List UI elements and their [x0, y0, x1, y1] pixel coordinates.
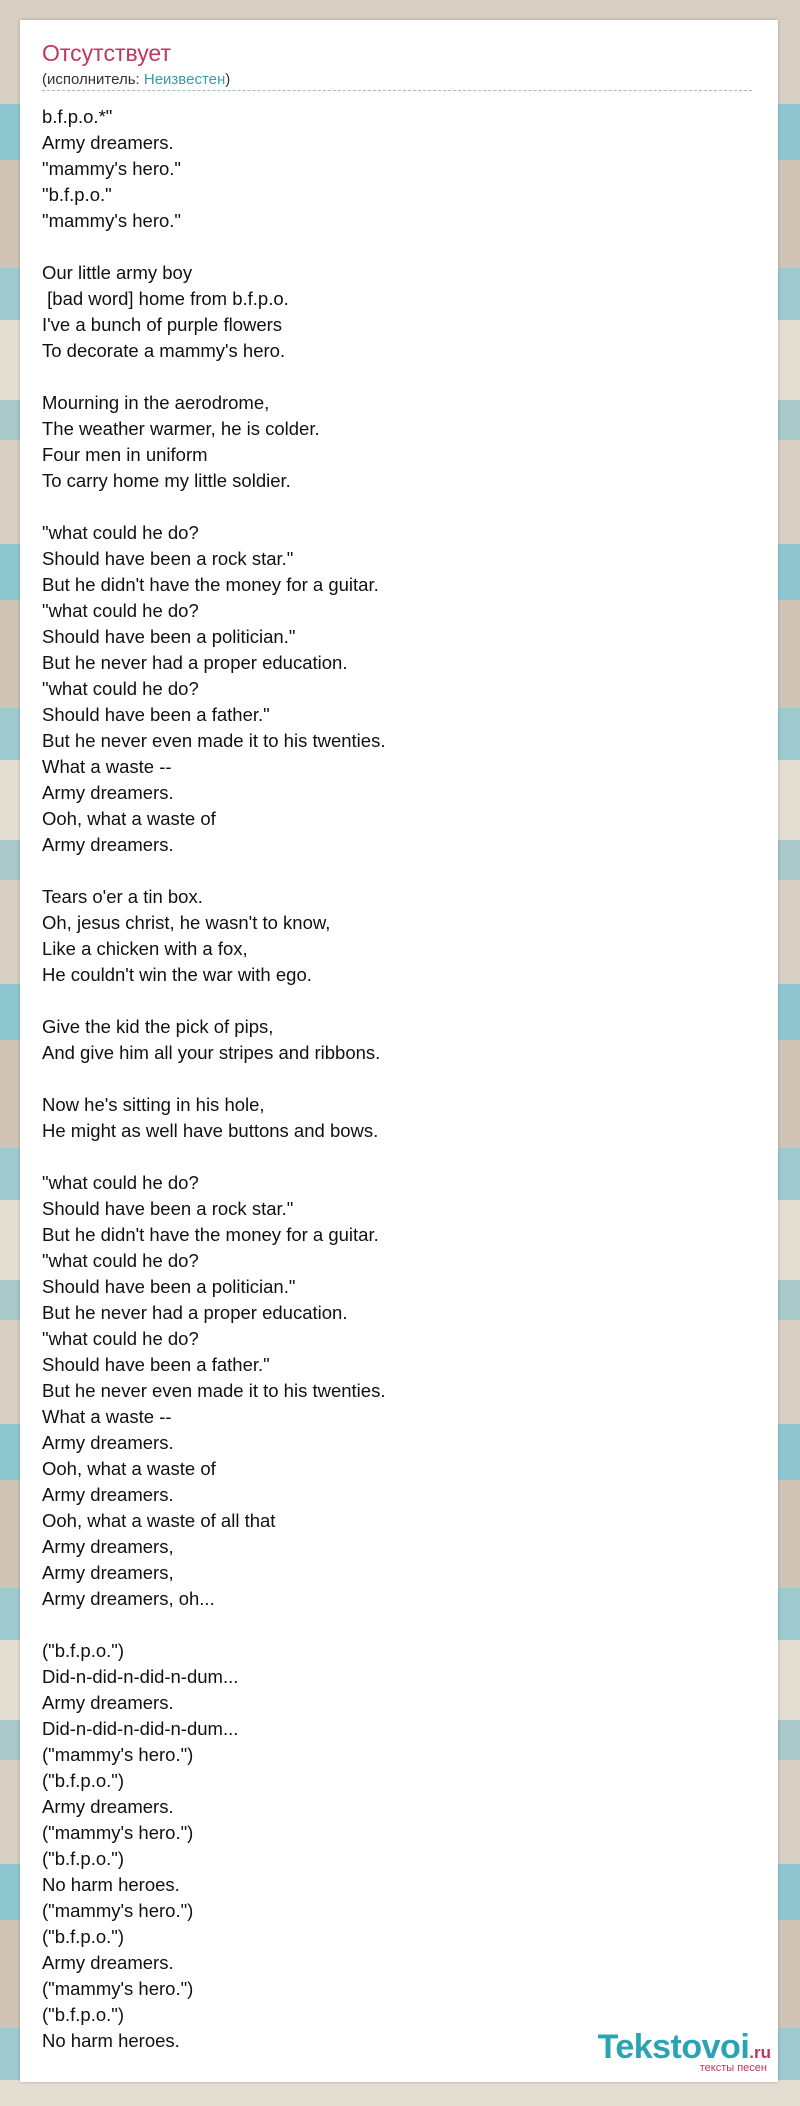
lyric-line: Did-n-did-n-did-n-dum... [42, 1666, 239, 1687]
logo-tld: .ru [749, 2043, 771, 2062]
lyric-line: Should have been a rock star." [42, 548, 294, 569]
lyric-line: Our little army boy [42, 262, 193, 283]
lyric-line [42, 1144, 742, 1170]
lyric-line: Army dreamers. [42, 782, 174, 803]
lyric-line: "what could he do? [42, 1172, 199, 1193]
lyric-line: Army dreamers. [42, 1484, 174, 1505]
lyric-line: To decorate a mammy's hero. [42, 340, 286, 361]
lyric-line: "mammy's hero." [42, 210, 181, 231]
lyric-line: ("mammy's hero.") [42, 1822, 194, 1843]
lyric-line: Should have been a father." [42, 1354, 270, 1375]
logo-tagline: тексты песен [699, 2062, 767, 2074]
lyric-line: Give the kid the pick of pips, [42, 1016, 274, 1037]
logo-name: Tekstovoi [597, 2028, 750, 2066]
lyric-line: Like a chicken with a fox, [42, 938, 248, 959]
lyric-line: No harm heroes. [42, 1874, 180, 1895]
lyric-line: ("mammy's hero.") [42, 1744, 194, 1765]
lyric-line: But he never had a proper education. [42, 652, 348, 673]
lyric-line: Ooh, what a waste of all that [42, 1510, 276, 1531]
lyric-line: What a waste -- [42, 1406, 172, 1427]
lyric-line: b.f.p.o.*" [42, 106, 113, 127]
lyric-line: Four men in uniform [42, 444, 208, 465]
lyric-line: Mourning in the aerodrome, [42, 392, 270, 413]
site-logo[interactable] [598, 2030, 771, 2074]
lyric-line: ("b.f.p.o.") [42, 1848, 125, 1869]
lyric-line: Did-n-did-n-did-n-dum... [42, 1718, 239, 1739]
lyric-line: Army dreamers. [42, 1796, 174, 1817]
lyric-line: Should have been a politician." [42, 626, 296, 647]
lyric-line: "what could he do? [42, 1328, 199, 1349]
song-title: Отсутствует [42, 40, 171, 66]
lyric-line: "what could he do? [42, 600, 199, 621]
lyric-line: The weather warmer, he is colder. [42, 418, 320, 439]
lyric-line: [bad word] home from b.f.p.o. [42, 288, 289, 309]
artist-line [42, 71, 752, 91]
lyric-line: To carry home my little soldier. [42, 470, 291, 491]
lyric-line: ("mammy's hero.") [42, 1900, 194, 1921]
lyric-line: Should have been a rock star." [42, 1198, 294, 1219]
lyric-line: Army dreamers. [42, 132, 174, 153]
lyric-line: "what could he do? [42, 1250, 199, 1271]
lyric-line: Army dreamers. [42, 1432, 174, 1453]
lyric-line: ("b.f.p.o.") [42, 1926, 125, 1947]
lyric-line [42, 364, 742, 390]
lyric-line: Should have been a father." [42, 704, 270, 725]
lyric-line: Army dreamers. [42, 834, 174, 855]
lyric-line [42, 1066, 742, 1092]
lyric-line: But he never even made it to his twenties. [42, 730, 386, 751]
lyric-line: But he never even made it to his twenties. [42, 1380, 386, 1401]
lyric-line: ("b.f.p.o.") [42, 1770, 125, 1791]
lyric-line: What a waste -- [42, 756, 172, 777]
lyric-line: Oh, jesus christ, he wasn't to know, [42, 912, 331, 933]
lyric-line: I've a bunch of purple flowers [42, 314, 283, 335]
lyrics-text [42, 104, 742, 2054]
lyric-line: ("b.f.p.o.") [42, 1640, 125, 1661]
lyric-line: Army dreamers. [42, 1692, 174, 1713]
lyric-line: Army dreamers, [42, 1536, 174, 1557]
artist-suffix: ) [225, 71, 231, 88]
lyric-line [42, 234, 742, 260]
lyric-line: Army dreamers. [42, 1952, 174, 1973]
lyric-line: Army dreamers, [42, 1562, 174, 1583]
lyric-line: "what could he do? [42, 522, 199, 543]
lyric-line: ("mammy's hero.") [42, 1978, 194, 1999]
lyric-line: But he didn't have the money for a guitar. [42, 1224, 379, 1245]
lyric-line: ("b.f.p.o.") [42, 2004, 125, 2025]
lyric-line: He might as well have buttons and bows. [42, 1120, 379, 1141]
lyric-line: Ooh, what a waste of [42, 808, 216, 829]
lyric-line: "what could he do? [42, 678, 199, 699]
lyric-line: But he didn't have the money for a guitar. [42, 574, 379, 595]
lyric-line: And give him all your stripes and ribbons. [42, 1042, 381, 1063]
artist-prefix: (исполнитель: [42, 71, 144, 88]
lyric-line [42, 988, 742, 1014]
lyric-line: Tears o'er a tin box. [42, 886, 203, 907]
lyrics-card [20, 20, 778, 2082]
lyric-line: No harm heroes. [42, 2030, 180, 2051]
lyric-line: But he never had a proper education. [42, 1302, 348, 1323]
lyric-line [42, 494, 742, 520]
lyric-line: Should have been a politician." [42, 1276, 296, 1297]
lyric-line: Ooh, what a waste of [42, 1458, 216, 1479]
lyric-line: "mammy's hero." [42, 158, 181, 179]
lyric-line: Army dreamers, oh... [42, 1588, 215, 1609]
lyric-line: Now he's sitting in his hole, [42, 1094, 265, 1115]
artist-link[interactable]: Неизвестен [143, 71, 226, 88]
lyric-line: "b.f.p.o." [42, 184, 112, 205]
lyric-line [42, 858, 742, 884]
lyric-line: He couldn't win the war with ego. [42, 964, 312, 985]
lyric-line [42, 1612, 742, 1638]
